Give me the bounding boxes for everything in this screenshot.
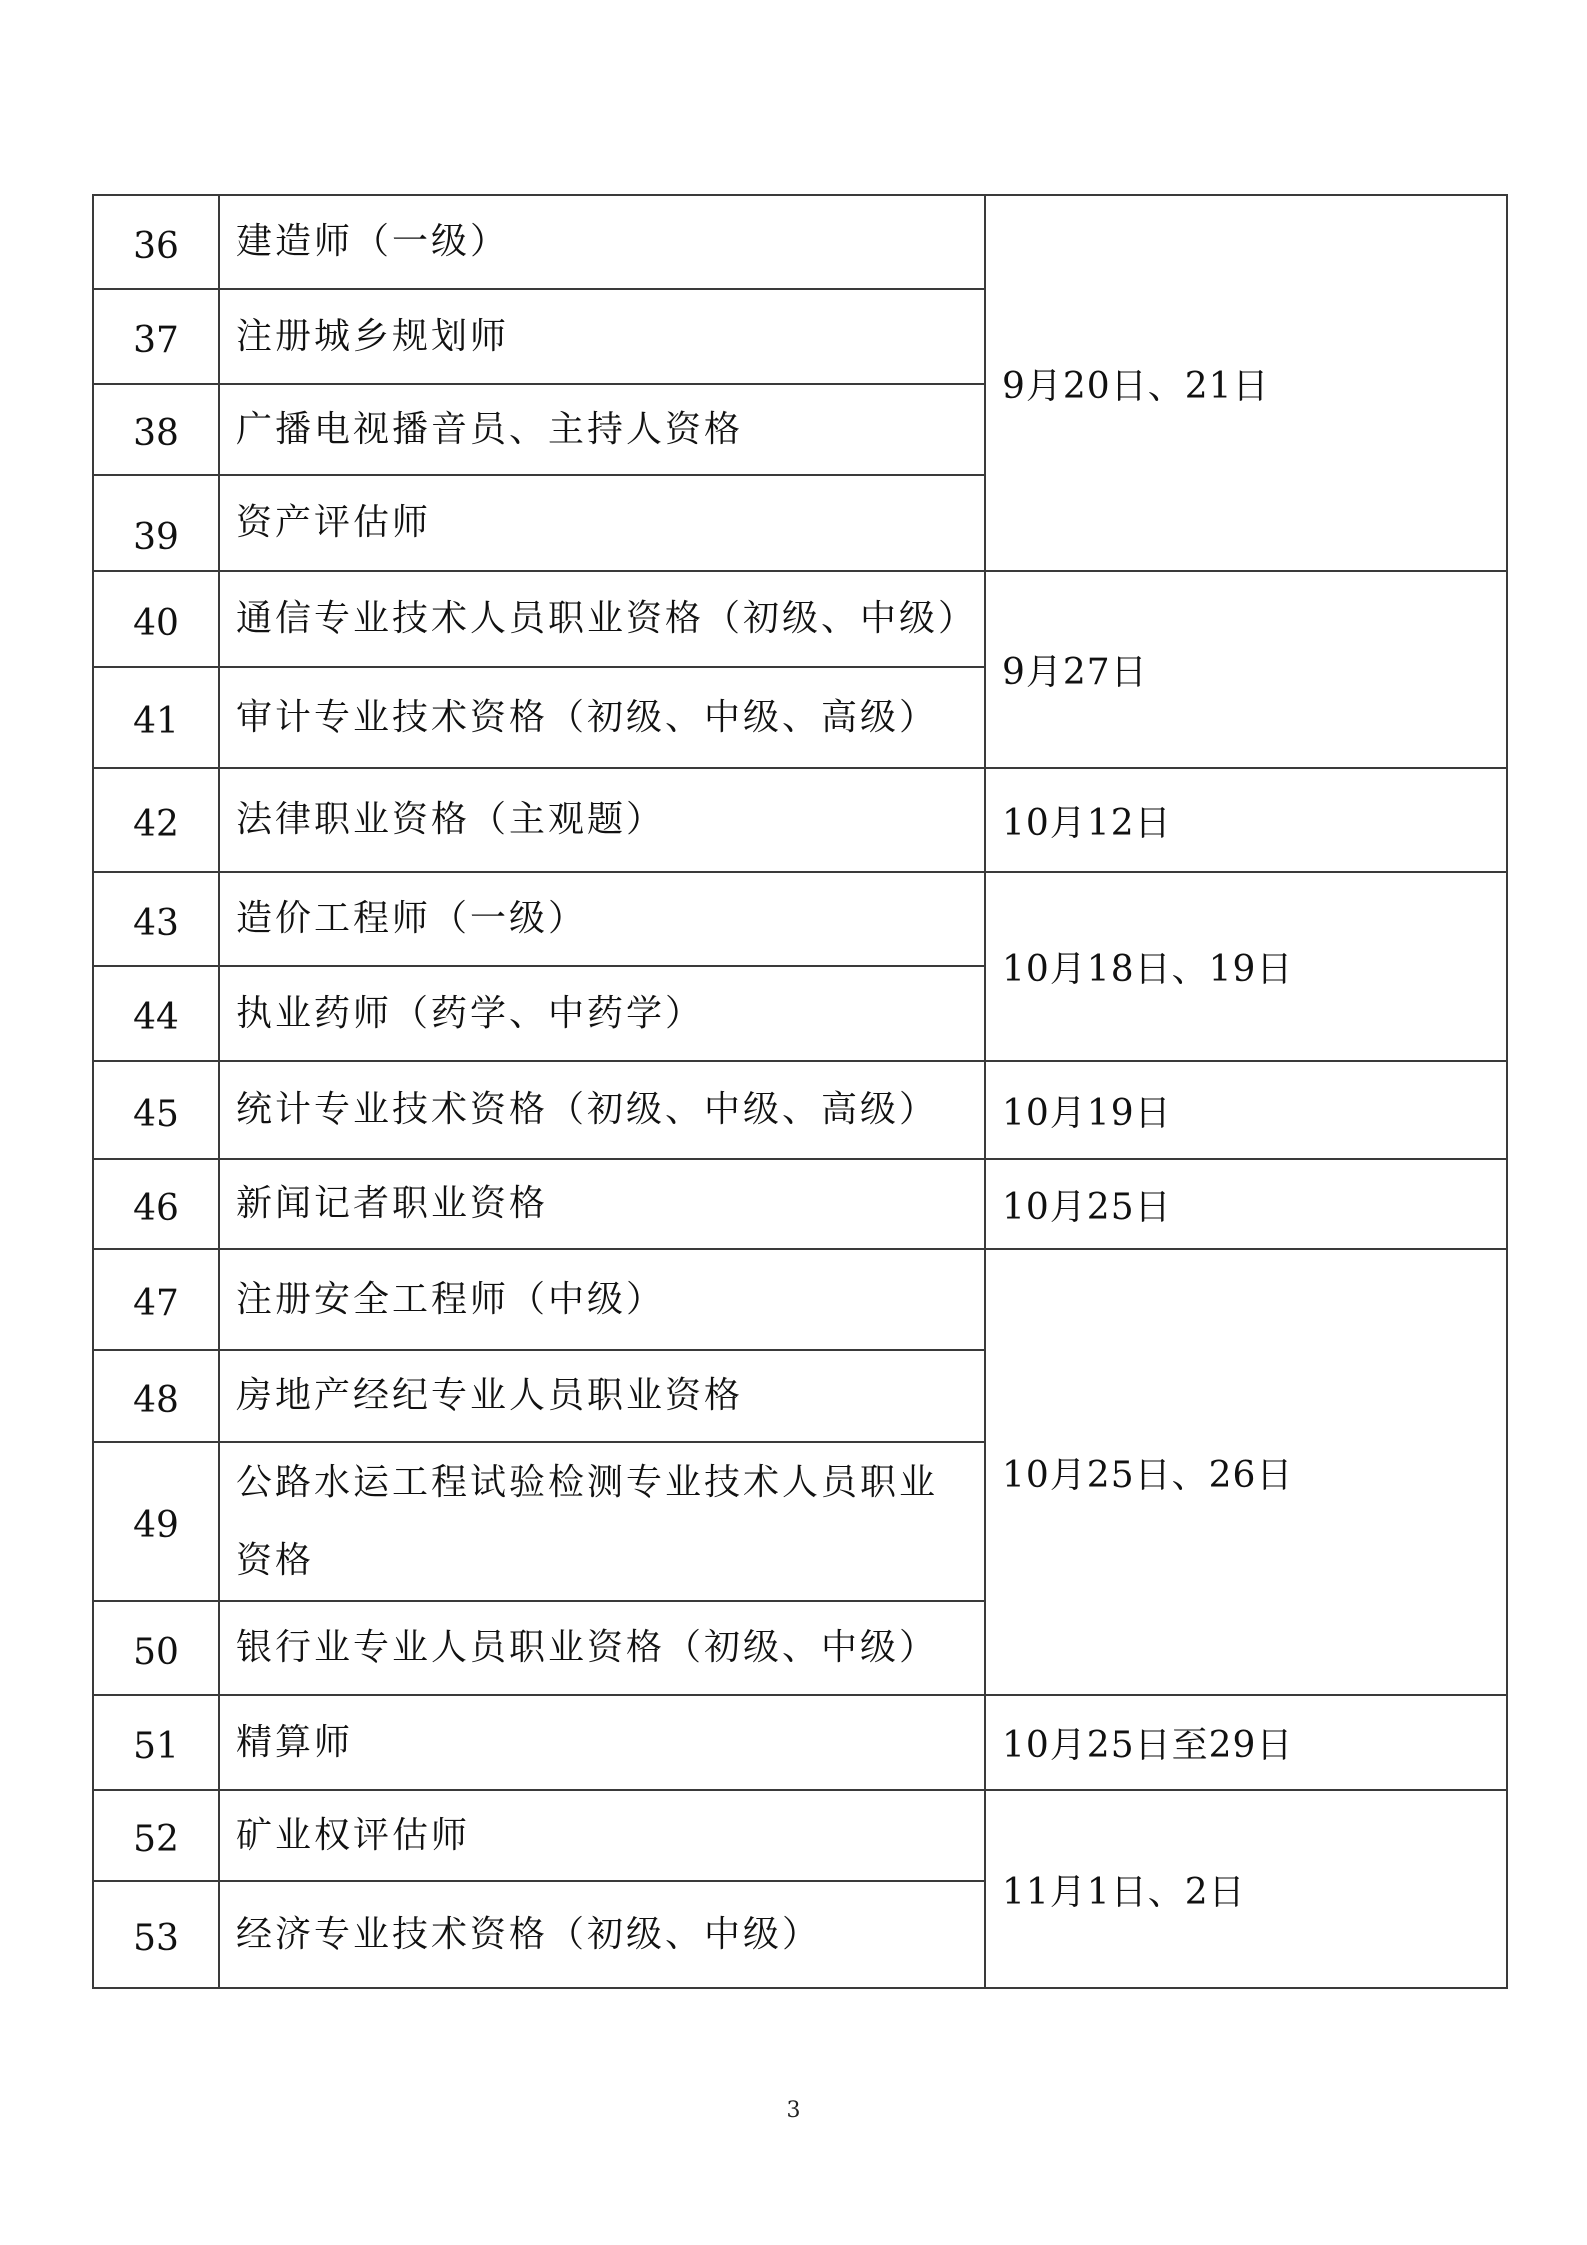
qualification-name: 建造师（一级） xyxy=(219,195,985,289)
table-row xyxy=(93,872,1507,966)
table-row xyxy=(93,195,1507,289)
row-number: 48 xyxy=(93,1350,219,1442)
exam-date: 10月19日 xyxy=(985,1061,1507,1159)
row-number: 47 xyxy=(93,1249,219,1350)
row-number: 38 xyxy=(93,384,219,475)
row-number: 41 xyxy=(93,667,219,768)
row-number: 37 xyxy=(93,289,219,384)
qualification-name: 广播电视播音员、主持人资格 xyxy=(219,384,985,475)
exam-date: 10月25日至29日 xyxy=(985,1695,1507,1790)
qualification-name: 注册城乡规划师 xyxy=(219,289,985,384)
qualification-name: 统计专业技术资格（初级、中级、高级） xyxy=(219,1061,985,1159)
table-row xyxy=(93,1695,1507,1790)
row-number: 46 xyxy=(93,1159,219,1249)
exam-date: 11月1日、2日 xyxy=(985,1790,1507,1988)
qualification-name: 审计专业技术资格（初级、中级、高级） xyxy=(219,667,985,768)
exam-date: 10月12日 xyxy=(985,768,1507,872)
qualification-name: 房地产经纪专业人员职业资格 xyxy=(219,1350,985,1442)
qualification-name: 精算师 xyxy=(219,1695,985,1790)
row-number: 49 xyxy=(93,1442,219,1601)
qualification-name: 法律职业资格（主观题） xyxy=(219,768,985,872)
row-number: 40 xyxy=(93,571,219,667)
qualification-name: 矿业权评估师 xyxy=(219,1790,985,1881)
row-number: 45 xyxy=(93,1061,219,1159)
qualification-name: 资产评估师 xyxy=(219,475,985,571)
qualification-name: 执业药师（药学、中药学） xyxy=(219,966,985,1061)
table-row xyxy=(93,1790,1507,1881)
table-row xyxy=(93,1159,1507,1249)
row-number: 43 xyxy=(93,872,219,966)
qualification-name: 公路水运工程试验检测专业技术人员职业资格 xyxy=(219,1442,985,1601)
row-number: 44 xyxy=(93,966,219,1061)
row-number: 39 xyxy=(93,475,219,571)
table-row xyxy=(93,571,1507,667)
table-row xyxy=(93,1249,1507,1350)
exam-date: 9月20日、21日 xyxy=(985,195,1507,571)
qualification-name: 经济专业技术资格（初级、中级） xyxy=(219,1881,985,1988)
page-number: 3 xyxy=(786,2098,801,2123)
table-row xyxy=(93,768,1507,872)
qualification-name: 通信专业技术人员职业资格（初级、中级） xyxy=(219,571,985,667)
exam-date: 10月25日、26日 xyxy=(985,1249,1507,1695)
qualification-name: 注册安全工程师（中级） xyxy=(219,1249,985,1350)
qualification-name: 新闻记者职业资格 xyxy=(219,1159,985,1249)
exam-date: 10月18日、19日 xyxy=(985,872,1507,1061)
exam-schedule-table xyxy=(92,194,1508,1989)
row-number: 53 xyxy=(93,1881,219,1988)
exam-date: 10月25日 xyxy=(985,1159,1507,1249)
row-number: 42 xyxy=(93,768,219,872)
table-row xyxy=(93,1061,1507,1159)
row-number: 50 xyxy=(93,1601,219,1695)
exam-date: 9月27日 xyxy=(985,571,1507,768)
row-number: 51 xyxy=(93,1695,219,1790)
row-number: 36 xyxy=(93,195,219,289)
qualification-name: 造价工程师（一级） xyxy=(219,872,985,966)
qualification-name: 银行业专业人员职业资格（初级、中级） xyxy=(219,1601,985,1695)
row-number: 52 xyxy=(93,1790,219,1881)
